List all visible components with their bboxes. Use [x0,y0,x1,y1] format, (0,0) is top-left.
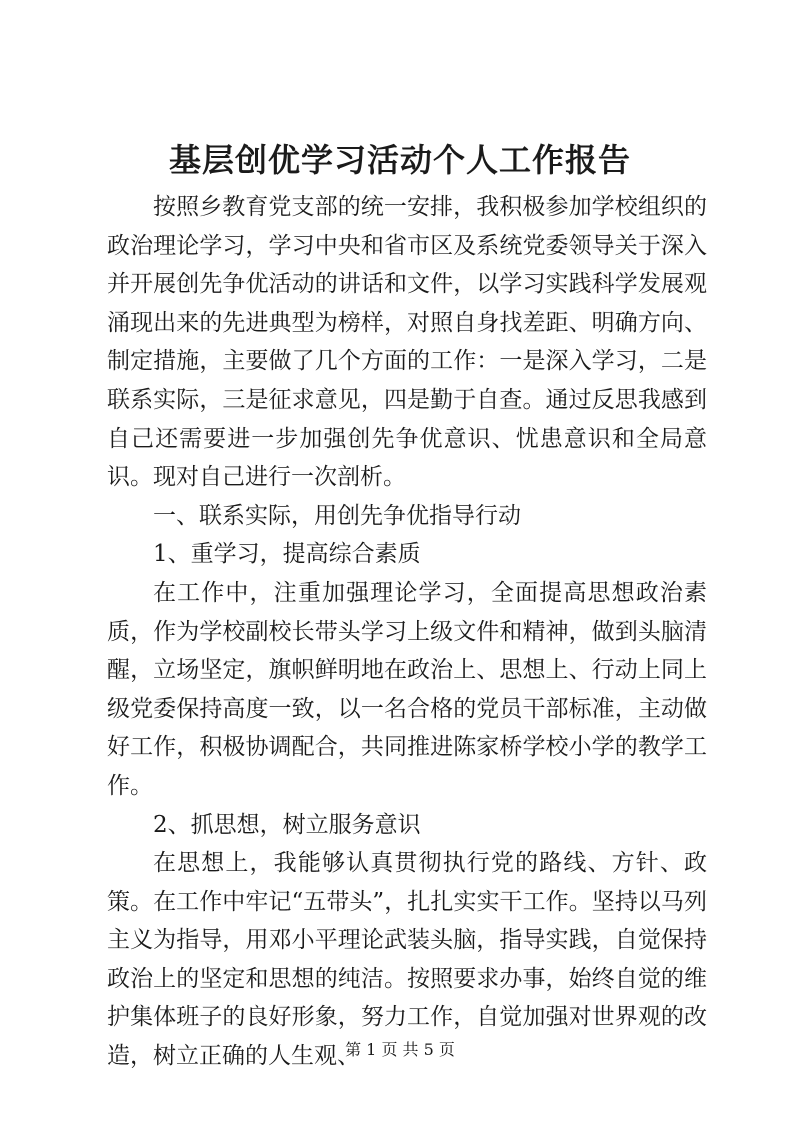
subsection-heading-2: 2、抓思想，树立服务意识 [153,811,421,838]
document-body [107,188,707,1076]
paragraph-study: 在工作中，注重加强理论学习，全面提高思想政治素质，作为学校副校长带头学习上级文件和精神，做到头脑清醒，立场坚定，旗帜鲜明地在政治上、思想上、行动上同上级党委保持高度一致，以一名合格的党员干部标准，主动做好工作，积极协调配合，共同推进陈家桥学校小学的教学工作。 [107,579,707,799]
subsection-heading-1: 1、重学习，提高综合素质 [153,541,421,568]
section-heading-1: 一、联系实际，用创先争优指导行动 [153,502,521,529]
document-title: 基层创优学习活动个人工作报告 [168,141,631,179]
page-footer: 第 1 页 共 5 页 [345,1040,455,1059]
paragraph-intro: 按照乡教育党支部的统一安排，我积极参加学校组织的政治理论学习，学习中央和省市区及系统党委领导关于深入并开展创先争优活动的讲话和文件，以学习实践科学发展观涌现出来的先进典型为榜样，对照自身找差距、明确方向、制定措施，主要做了几个方面的工作：一是深入学习，二是联系实际，三是征求意见，四是勤于自查。通过反思我感到自己还需要进一步加强创先争优意识、忧患意识和全局意识。现对自己进行一次剖析。 [107,194,707,491]
paragraph-thought: 在思想上，我能够认真贯彻执行党的路线、方针、政策。在工作中牢记“五带头”，扎扎实实干工作。坚持以马列主义为指导，用邓小平理论武装头脑，指导实践，自觉保持政治上的坚定和思想的纯洁。按照要求办事，始终自觉的维护集体班子的良好形象，努力工作，自觉加强对世界观的改造，树立正确的人生观、 [107,850,707,1070]
